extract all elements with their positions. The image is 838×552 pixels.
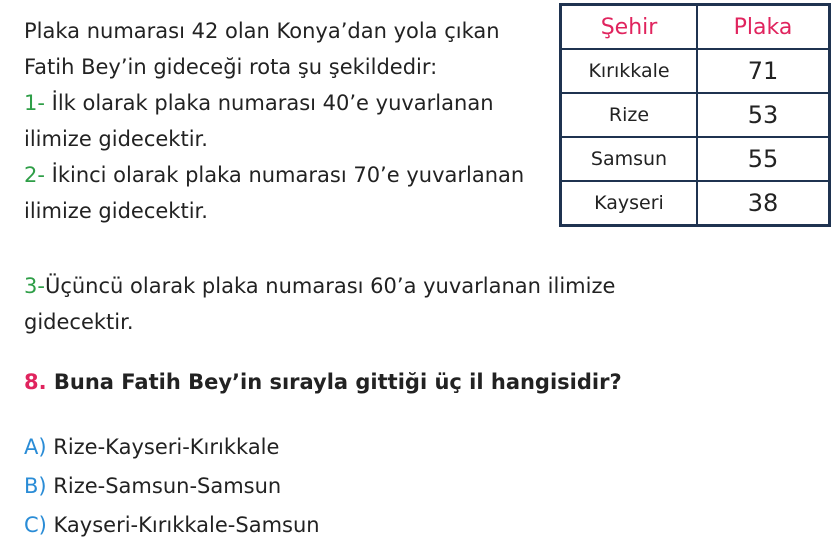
option-c[interactable]: [24, 506, 320, 545]
plate-cell: 53: [697, 93, 830, 137]
table-row: [561, 181, 830, 226]
step2-text: İkinci olarak plaka numarası 70’e yuvarlanan ilimize gidecektir.: [24, 163, 525, 223]
step1-number: 1-: [24, 91, 45, 115]
city-cell: Kayseri: [561, 181, 698, 226]
city-cell: Samsun: [561, 137, 698, 181]
table-row: [561, 93, 830, 137]
plate-cell: 55: [697, 137, 830, 181]
header-plate: Plaka: [697, 5, 830, 50]
table-header-row: [561, 5, 830, 50]
table-row: [561, 137, 830, 181]
plate-table: [559, 3, 831, 227]
question-number: 8.: [24, 370, 47, 394]
step2-number: 2-: [24, 163, 45, 187]
step1-text: İlk olarak plaka numarası 40’e yuvarlanan ilimize gidecektir.: [24, 91, 494, 151]
city-cell: Kırıkkale: [561, 49, 698, 93]
intro-text: Plaka numarası 42 olan Konya’dan yola çıkan Fatih Bey’in gideceği rota şu şekildedir:: [24, 19, 500, 79]
header-city: Şehir: [561, 5, 698, 50]
step3-paragraph: [24, 268, 684, 340]
plate-cell: 38: [697, 181, 830, 226]
step3-number: 3-: [24, 274, 45, 298]
option-text: Rize-Kayseri-Kırıkkale: [46, 435, 280, 459]
plate-cell: 71: [697, 49, 830, 93]
option-text: Rize-Samsun-Samsun: [46, 474, 282, 498]
question-text: Buna Fatih Bey’in sırayla gittiği üç il hangisidir?: [46, 370, 622, 394]
option-letter: A): [24, 435, 47, 459]
question: [24, 370, 622, 394]
answer-options: [24, 428, 320, 545]
step3-text: Üçüncü olarak plaka numarası 60’a yuvarlanan ilimize gidecektir.: [24, 274, 616, 334]
option-letter: C): [24, 513, 47, 537]
city-cell: Rize: [561, 93, 698, 137]
problem-intro: [24, 13, 544, 229]
option-letter: B): [24, 474, 47, 498]
option-text: Kayseri-Kırıkkale-Samsun: [46, 513, 320, 537]
option-a[interactable]: [24, 428, 320, 467]
table-row: [561, 49, 830, 93]
option-b[interactable]: [24, 467, 320, 506]
